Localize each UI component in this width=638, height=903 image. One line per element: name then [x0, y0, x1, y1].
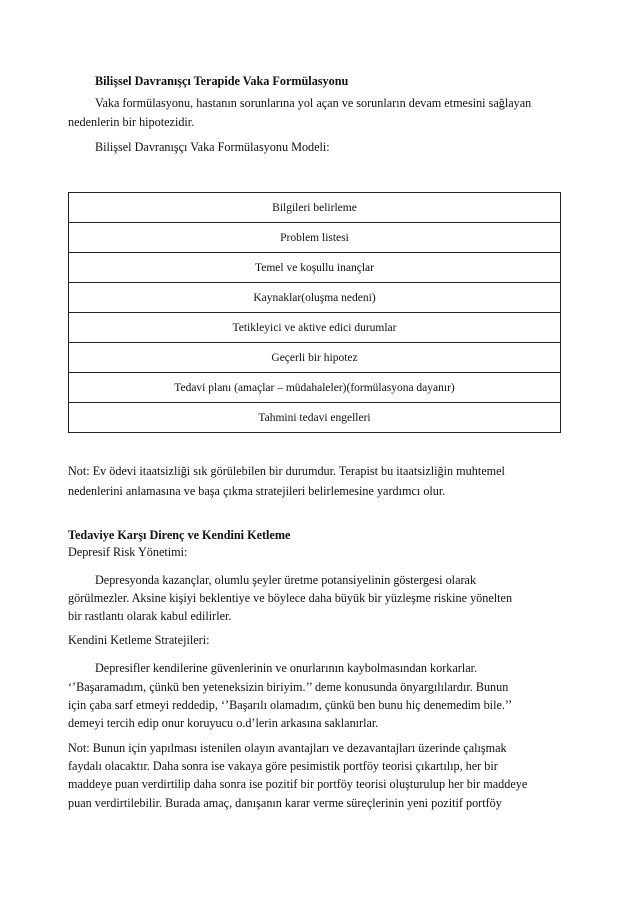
- ketleme-line-1: Depresifler kendilerine güvenlerinin ve onurlarının kaybolmasından korkarlar.: [95, 661, 478, 675]
- intro-line-1: Vaka formülasyonu, hastanın sorunlarına yol açan ve sorunların devam etmesini sağlayan: [95, 96, 532, 110]
- section-title: Tedaviye Karşı Direnç ve Kendini Ketleme: [68, 528, 291, 542]
- model-cell: Kaynaklar(oluşma nedeni): [69, 283, 561, 313]
- model-row: [69, 343, 561, 373]
- risk-line-2: görülmezler. Aksine kişiyi beklentiye ve böylece daha büyük bir yüzleşme riskine yönelten: [68, 591, 513, 605]
- note2-line-4: puan verdirtilebilir. Burada amaç, danışanın karar verme süreçlerinin yeni pozitif portföy: [68, 796, 502, 810]
- risk-line-1: Depresyonda kazançlar, olumlu şeyler üretme potansiyelinin göstergesi olarak: [95, 573, 477, 587]
- ketleme-line-4: demeyi tercih edip onur koruyucu o.d’lerin arkasına saklanırlar.: [68, 716, 379, 730]
- risk-title: Depresif Risk Yönetimi:: [68, 545, 188, 559]
- risk-line-3: bir rastlantı olarak kabul edilirler.: [68, 609, 232, 623]
- model-cell: Tetikleyici ve aktive edici durumlar: [69, 313, 561, 343]
- model-row: [69, 193, 561, 223]
- model-row: [69, 253, 561, 283]
- ketleme-line-2: ‘’Başaramadım, çünkü ben yeteneksizin biriyim.’’ deme konusunda önyargılılardır. Bunun: [68, 680, 509, 694]
- model-cell: Temel ve koşullu inançlar: [69, 253, 561, 283]
- document-heading: Bilişsel Davranışçı Terapide Vaka Formülasyonu: [95, 74, 349, 88]
- ketleme-line-3: için çaba sarf etmeyi reddedip, ‘’Başarılı olamadım, çünkü ben bunu hiç denemedim bile.’’: [68, 698, 513, 712]
- model-cell: Geçerli bir hipotez: [69, 343, 561, 373]
- model-table: [68, 192, 561, 433]
- model-row: [69, 283, 561, 313]
- note1-line-2: nedenlerini anlamasına ve başa çıkma stratejileri belirlemesine yardımcı olur.: [68, 484, 446, 498]
- model-title: Bilişsel Davranışçı Vaka Formülasyonu Modeli:: [95, 140, 330, 154]
- model-cell: Problem listesi: [69, 223, 561, 253]
- model-cell: Tahmini tedavi engelleri: [69, 403, 561, 433]
- model-cell: Bilgileri belirleme: [69, 193, 561, 223]
- model-row: [69, 223, 561, 253]
- ketleme-title: Kendini Ketleme Stratejileri:: [68, 633, 210, 647]
- model-row: [69, 373, 561, 403]
- note2-line-1: Not: Bunun için yapılması istenilen olayın avantajları ve dezavantajları üzerinde çalışmak: [68, 741, 507, 755]
- note1-line-1: Not: Ev ödevi itaatsizliği sık görülebilen bir durumdur. Terapist bu itaatsizliğin muhtemel: [68, 464, 505, 478]
- note2-line-2: faydalı olacaktır. Daha sonra ise vakaya göre pesimistik portföy teorisi çıkartılıp, her bir: [68, 759, 498, 773]
- model-row: [69, 403, 561, 433]
- model-cell: Tedavi planı (amaçlar – müdahaleler)(formülasyona dayanır): [69, 373, 561, 403]
- intro-line-2: nedenlerin bir hipotezidir.: [68, 115, 195, 129]
- model-row: [69, 313, 561, 343]
- note2-line-3: maddeye puan verdirtilip daha sonra ise pozitif bir portföy teorisi oluşturulup her bir maddeye: [68, 777, 528, 791]
